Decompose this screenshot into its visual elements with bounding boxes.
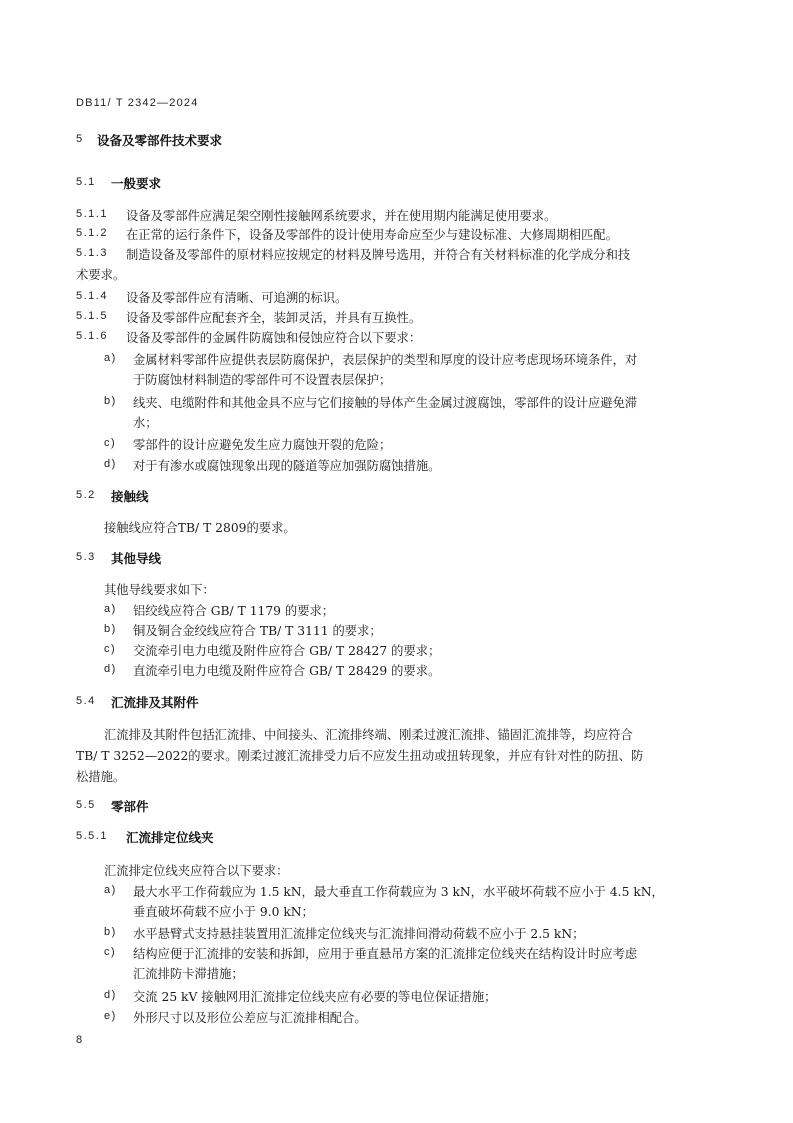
list-item-text: 交流 25 kV 接触网用汇流排定位线夹应有必要的等电位保证措施； bbox=[133, 990, 497, 1004]
clause-5-1-2-number: 5.1.2 bbox=[76, 227, 108, 239]
section-5-2-number: 5.2 bbox=[76, 489, 96, 501]
section-5-5-1-title: 汇流排定位线夹 bbox=[126, 830, 214, 845]
section-5-5-1-number: 5.5.1 bbox=[76, 830, 108, 842]
clause-5-1-3-continuation: 术要求。 bbox=[76, 268, 126, 282]
clause-5-1-1-text: 设备及零部件应满足架空刚性接触网系统要求，并在使用期内能满足使用要求。 bbox=[126, 209, 557, 223]
list-item-text: 线夹、电缆附件和其他金具不应与它们接触的导体产生金属过渡腐蚀，零部件的设计应避免滞 bbox=[133, 396, 638, 410]
section-5-1-number: 5.1 bbox=[76, 176, 96, 188]
section-5-4-line-2: TB/ T 3252—2022的要求。刚柔过渡汇流排受力后不应发生扭动或扭转现象，并应有针对性的防扭、防 bbox=[76, 749, 644, 763]
section-5-4-title: 汇流排及其附件 bbox=[111, 695, 199, 710]
list-item-continuation: 水； bbox=[133, 416, 158, 430]
list-item-text: 交流牵引电力电缆及附件应符合 GB/ T 28427 的要求； bbox=[133, 644, 441, 658]
section-5-2-title: 接触线 bbox=[111, 489, 149, 504]
section-5-number: 5 bbox=[76, 133, 84, 145]
list-item-text: 水平悬臂式支持悬挂装置用汇流排定位线夹与汇流排间滑动荷载不应小于 2.5 kN； bbox=[133, 927, 585, 941]
clause-5-1-4-text: 设备及零部件应有清晰、可追溯的标识。 bbox=[126, 291, 348, 305]
section-5-title: 设备及零部件技术要求 bbox=[97, 133, 223, 148]
section-5-5-number: 5.5 bbox=[76, 799, 96, 811]
section-5-3-title: 其他导线 bbox=[111, 551, 162, 566]
section-5-3-number: 5.3 bbox=[76, 551, 96, 563]
standard-code: DB11/ T 2342—2024 bbox=[76, 97, 199, 109]
list-item-marker: b) bbox=[104, 395, 117, 407]
list-item-text: 金属材料零部件应提供表层防腐保护，表层保护的类型和厚度的设计应考虑现场环境条件，对 bbox=[133, 353, 638, 367]
list-item-text: 铜及铜合金绞线应符合 TB/ T 3111 的要求； bbox=[133, 624, 382, 638]
list-item-continuation: 汇流排防卡滞措施； bbox=[133, 967, 244, 981]
clause-5-1-3-text: 制造设备及零部件的原材料应按规定的材料及牌号选用，并符合有关材料标准的化学成分和技 bbox=[126, 248, 631, 262]
list-item-continuation: 垂直破坏荷载不应小于 9.0 kN； bbox=[133, 905, 314, 919]
list-item-marker: a) bbox=[104, 884, 117, 896]
list-item-marker: e) bbox=[104, 1010, 117, 1022]
list-item-marker: a) bbox=[104, 603, 117, 615]
list-item-marker: a) bbox=[104, 352, 117, 364]
section-5-3-intro: 其他导线要求如下： bbox=[104, 583, 215, 597]
section-5-1-title: 一般要求 bbox=[111, 176, 162, 191]
list-item-text: 直流牵引电力电缆及附件应符合 GB/ T 28429 的要求。 bbox=[133, 664, 441, 678]
section-5-2-paragraph: 接触线应符合TB/ T 2809的要求。 bbox=[104, 521, 296, 535]
clause-5-1-3-number: 5.1.3 bbox=[76, 247, 108, 259]
list-item-text: 零部件的设计应避免发生应力腐蚀开裂的危险； bbox=[133, 438, 392, 452]
clause-5-1-6-text: 设备及零部件的金属件防腐蚀和侵蚀应符合以下要求： bbox=[126, 331, 422, 345]
list-item-marker: c) bbox=[104, 643, 117, 655]
list-item-marker: b) bbox=[104, 623, 117, 635]
clause-5-1-2-text: 在正常的运行条件下，设备及零部件的设计使用寿命应至少与建设标准、大修周期相匹配。 bbox=[126, 228, 618, 242]
list-item-marker: d) bbox=[104, 663, 117, 675]
clause-5-1-4-number: 5.1.4 bbox=[76, 290, 108, 302]
list-item-continuation: 于防腐蚀材料制造的零部件可不设置表层保护； bbox=[133, 373, 392, 387]
list-item-marker: c) bbox=[104, 946, 117, 958]
list-item-marker: b) bbox=[104, 926, 117, 938]
section-5-4-line-1: 汇流排及其附件包括汇流排、中间接头、汇流排终端、刚柔过渡汇流排、锚固汇流排等，均应符合 bbox=[104, 728, 633, 742]
clause-5-1-6-number: 5.1.6 bbox=[76, 330, 108, 342]
list-item-text: 对于有渗水或腐蚀现象出现的隧道等应加强防腐蚀措施。 bbox=[133, 459, 441, 473]
page-number: 8 bbox=[76, 1034, 83, 1046]
section-5-5-1-intro: 汇流排定位线夹应符合以下要求： bbox=[104, 864, 289, 878]
clause-5-1-5-text: 设备及零部件应配套齐全，装卸灵活，并具有互换性。 bbox=[126, 311, 422, 325]
clause-5-1-5-number: 5.1.5 bbox=[76, 310, 108, 322]
list-item-text: 结构应便于汇流排的安装和拆卸，应用于垂直悬吊方案的汇流排定位线夹在结构设计时应考虑 bbox=[133, 947, 638, 961]
section-5-4-number: 5.4 bbox=[76, 695, 96, 707]
section-5-4-line-3: 松措施。 bbox=[76, 770, 126, 784]
clause-5-1-1-number: 5.1.1 bbox=[76, 208, 108, 220]
list-item-marker: d) bbox=[104, 458, 117, 470]
list-item-text: 外形尺寸以及形位公差应与汇流排相配合。 bbox=[133, 1011, 367, 1025]
list-item-marker: c) bbox=[104, 437, 117, 449]
list-item-text: 最大水平工作荷载应为 1.5 kN，最大垂直工作荷载应为 3 kN，水平破坏荷载不应小于 4.5 kN， bbox=[133, 885, 664, 899]
list-item-text: 铝绞线应符合 GB/ T 1179 的要求； bbox=[133, 604, 335, 618]
list-item-marker: d) bbox=[104, 989, 117, 1001]
section-5-5-title: 零部件 bbox=[111, 799, 149, 814]
